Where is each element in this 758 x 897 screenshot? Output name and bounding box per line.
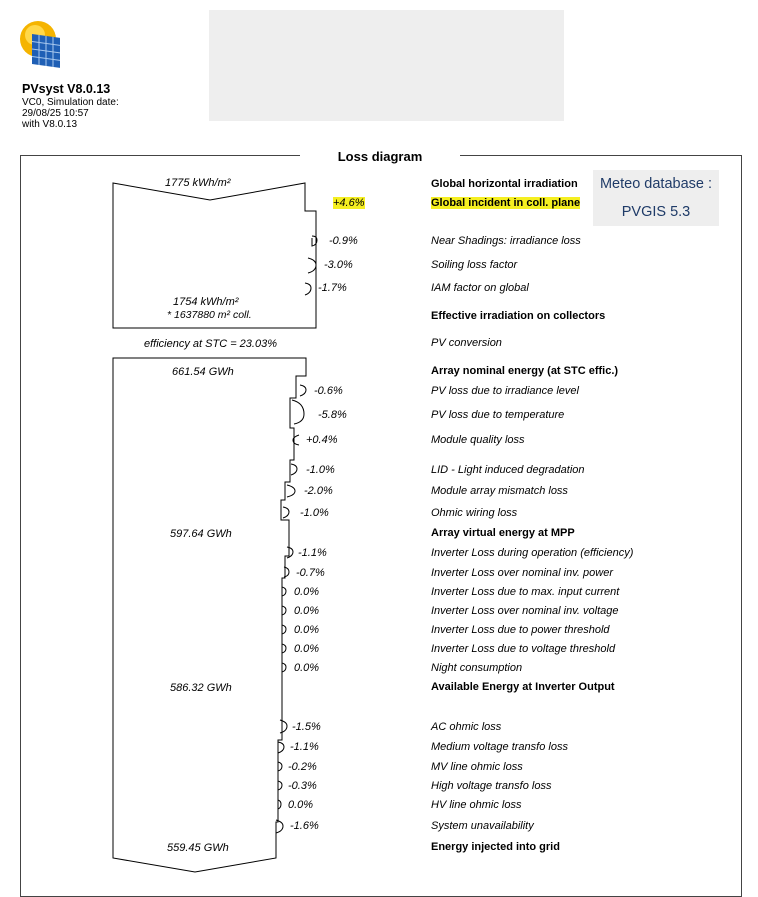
- simulation-version: with V8.0.13: [22, 119, 78, 130]
- loss-row-percentage: -1.5%: [292, 721, 321, 733]
- loss-row-percentage: -0.6%: [314, 385, 343, 397]
- loss-row-label: AC ohmic loss: [431, 721, 502, 733]
- loss-row-label: HV line ohmic loss: [431, 799, 522, 811]
- array-nominal-value: 661.54 GWh: [172, 366, 234, 378]
- loss-bracket: [282, 644, 286, 653]
- loss-row-label: High voltage transfo loss: [431, 780, 552, 792]
- loss-row-label: System unavailability: [431, 820, 534, 832]
- loss-row-label: MV line ohmic loss: [431, 761, 523, 773]
- loss-bracket: [292, 400, 304, 424]
- loss-row-label: Global horizontal irradiation: [431, 178, 578, 190]
- loss-row-percentage: -2.0%: [304, 485, 333, 497]
- loss-row-percentage: +4.6%: [333, 197, 365, 209]
- loss-row-percentage: -1.7%: [318, 282, 347, 294]
- loss-row-percentage: -0.2%: [288, 761, 317, 773]
- loss-bracket: [282, 625, 286, 634]
- loss-row-label: Ohmic wiring loss: [431, 507, 518, 519]
- loss-row-label: Available Energy at Inverter Output: [431, 681, 615, 693]
- loss-row-label: Global incident in coll. plane: [431, 197, 581, 209]
- loss-bracket: [280, 720, 287, 733]
- loss-row-label: Module array mismatch loss: [431, 485, 568, 497]
- effective-irradiation-value: 1754 kWh/m²: [173, 296, 239, 308]
- loss-row-percentage: -1.1%: [290, 741, 319, 753]
- loss-row-label: PV conversion: [431, 337, 502, 349]
- loss-row-label: Effective irradiation on collectors: [431, 310, 606, 322]
- meteo-database-box: [593, 170, 719, 226]
- loss-bracket: [305, 283, 311, 295]
- loss-row-percentage: -1.6%: [290, 820, 319, 832]
- meteo-database-label: Meteo database :: [599, 176, 713, 192]
- loss-bracket: [283, 507, 289, 518]
- loss-bracket: [282, 587, 286, 596]
- loss-row-label: Inverter Loss over nominal inv. power: [431, 567, 613, 579]
- loss-row-percentage: 0.0%: [294, 624, 320, 636]
- simulation-info-line: VC0, Simulation date:: [22, 97, 119, 108]
- loss-bracket: [282, 606, 286, 615]
- loss-bracket: [308, 258, 316, 273]
- loss-row-label: PV loss due to irradiance level: [431, 385, 579, 397]
- loss-row-label: Inverter Loss due to voltage threshold: [431, 643, 616, 655]
- meteo-database-value: PVGIS 5.3: [621, 204, 691, 220]
- loss-row-label: Array nominal energy (at STC effic.): [431, 365, 619, 377]
- loss-row-percentage: 0.0%: [294, 605, 320, 617]
- collector-area-value: * 1637880 m² coll.: [167, 309, 252, 321]
- loss-row-label: PV loss due to temperature: [431, 409, 565, 421]
- loss-bracket: [282, 663, 286, 672]
- loss-bracket: [278, 742, 284, 753]
- loss-bracket: [287, 485, 295, 497]
- loss-row-label: Soiling loss factor: [431, 259, 518, 271]
- loss-row-percentage: +0.4%: [306, 434, 338, 446]
- global-horizontal-value: 1775 kWh/m²: [165, 177, 231, 189]
- loss-bracket: [278, 781, 282, 790]
- loss-row-label: Night consumption: [431, 662, 523, 674]
- grid-injection-value: 559.45 GWh: [167, 842, 229, 854]
- loss-row-percentage: -1.0%: [306, 464, 335, 476]
- loss-row-percentage: -0.9%: [329, 235, 358, 247]
- efficiency-value: efficiency at STC = 23.03%: [144, 338, 277, 350]
- loss-bracket: [300, 385, 306, 396]
- loss-row-percentage: -1.0%: [300, 507, 329, 519]
- loss-row-percentage: 0.0%: [294, 586, 320, 598]
- loss-bracket: [278, 762, 282, 771]
- loss-row-percentage: 0.0%: [294, 662, 320, 674]
- loss-row-percentage: 0.0%: [288, 799, 314, 811]
- loss-row-percentage: -1.1%: [298, 547, 327, 559]
- array-virtual-value: 597.64 GWh: [170, 528, 232, 540]
- loss-row-label: Energy injected into grid: [431, 841, 560, 853]
- simulation-date: 29/08/25 10:57: [22, 108, 89, 119]
- inverter-output-value: 586.32 GWh: [170, 682, 232, 694]
- loss-row-percentage: -5.8%: [318, 409, 347, 421]
- app-title: PVsyst V8.0.13: [22, 82, 111, 96]
- loss-row-label: Module quality loss: [431, 434, 525, 446]
- loss-row-label: IAM factor on global: [431, 282, 529, 294]
- loss-diagram-title: Loss diagram: [300, 149, 460, 164]
- loss-row-percentage: 0.0%: [294, 643, 320, 655]
- loss-row-label: Inverter Loss over nominal inv. voltage: [431, 605, 619, 617]
- loss-row-percentage: -3.0%: [324, 259, 353, 271]
- loss-row-label: Inverter Loss during operation (efficiency): [431, 547, 634, 559]
- loss-row-label: Inverter Loss due to max. input current: [431, 586, 620, 598]
- loss-row-percentage: -0.7%: [296, 567, 325, 579]
- loss-row-label: LID - Light induced degradation: [431, 464, 585, 476]
- loss-row-label: Inverter Loss due to power threshold: [431, 624, 610, 636]
- loss-bracket: [291, 464, 297, 475]
- loss-row-label: Near Shadings: irradiance loss: [431, 235, 581, 247]
- loss-row-percentage: -0.3%: [288, 780, 317, 792]
- loss-row-label: Medium voltage transfo loss: [431, 741, 568, 753]
- loss-row-label: Array virtual energy at MPP: [431, 527, 575, 539]
- energy-flow-shape: [113, 358, 306, 872]
